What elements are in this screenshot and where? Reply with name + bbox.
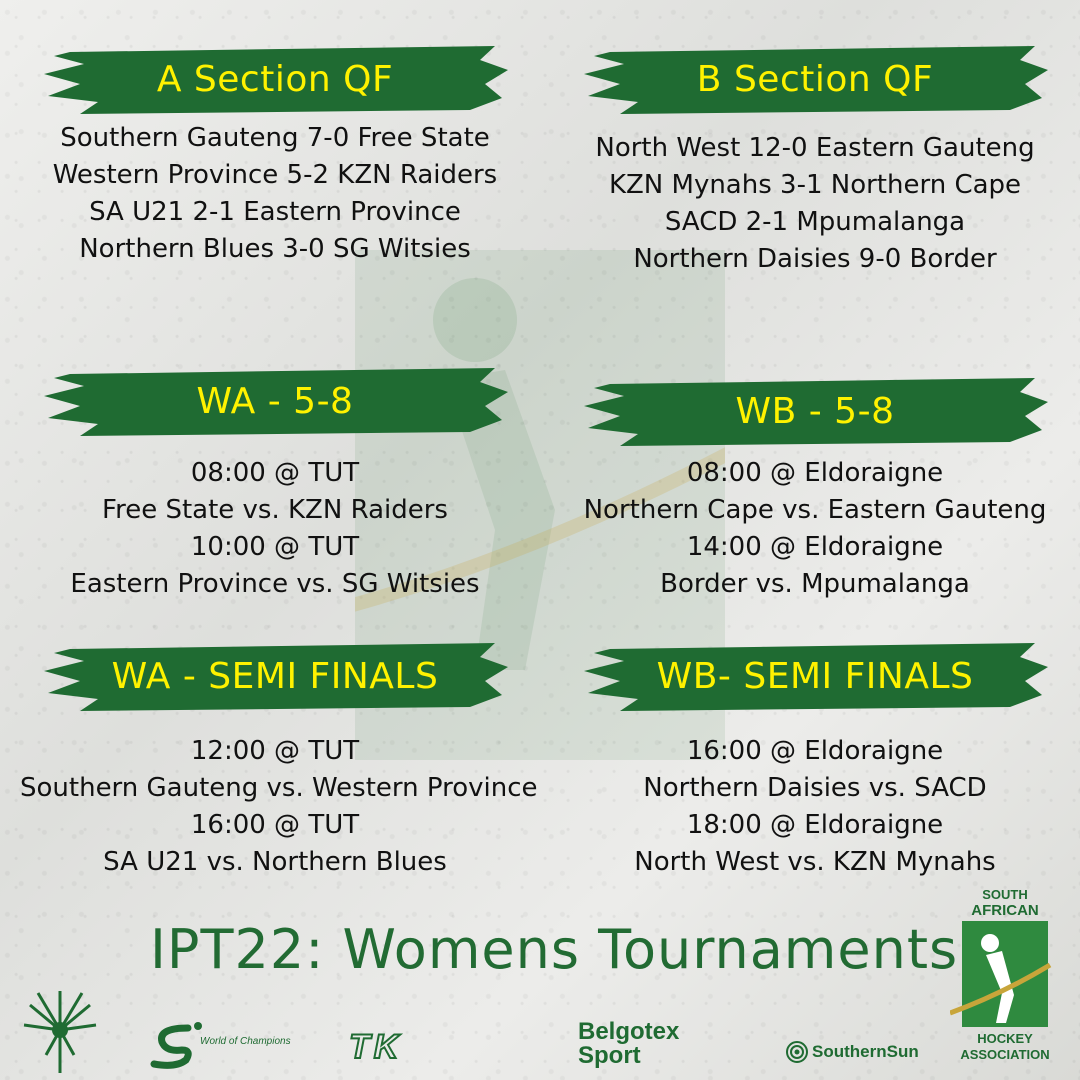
southernsun-logo <box>785 1040 919 1064</box>
result-line: Western Province 5-2 KZN Raiders <box>52 160 498 190</box>
fixture-match: Northern Daisies vs. SACD <box>643 773 987 803</box>
fixture-time: 18:00 @ Eldoraigne <box>686 810 944 840</box>
fixtures-wb-semi-finals <box>570 733 1060 881</box>
logo-text-bottom: HOCKEY <box>977 1031 1033 1046</box>
header-wa-semi-finals <box>40 637 510 715</box>
section-title: A Section QF <box>156 58 394 100</box>
results-a-section <box>30 120 520 268</box>
page-title: IPT22: Womens Tournaments <box>150 918 959 981</box>
result-line: Southern Gauteng 7-0 Free State <box>60 123 490 153</box>
results-b-section <box>570 130 1060 278</box>
belgotex-text: Belgotex <box>578 1018 680 1045</box>
supersport-icon <box>148 1020 208 1070</box>
tk-text: TK <box>349 1030 403 1064</box>
fixture-match: Eastern Province vs. SG Witsies <box>70 569 480 599</box>
sa-hockey-association-logo <box>950 885 1060 1065</box>
section-title: WA - 5-8 <box>196 380 354 422</box>
header-wb-semi-finals <box>580 637 1050 715</box>
section-title: WB - 5-8 <box>735 390 895 432</box>
tk-logo <box>345 1030 470 1064</box>
belgotex-sport-logo <box>578 1020 679 1068</box>
logo-text-top2: AFRICAN <box>971 902 1039 919</box>
result-line: Northern Daisies 9-0 Border <box>633 244 997 274</box>
result-line: SACD 2-1 Mpumalanga <box>664 207 966 237</box>
fixtures-wb-5-8 <box>570 455 1060 603</box>
result-line: North West 12-0 Eastern Gauteng <box>595 133 1035 163</box>
fixture-time: 16:00 @ TUT <box>190 810 360 840</box>
header-b-section-qf <box>580 40 1050 118</box>
logo-text-top: SOUTH <box>982 887 1028 902</box>
sun-icon <box>785 1040 809 1064</box>
southernsun-text: SouthernSun <box>812 1042 919 1061</box>
fixtures-wa-5-8 <box>30 455 520 603</box>
supersport-logo <box>148 1020 298 1070</box>
header-wa-5-8 <box>40 362 510 440</box>
sport-text: Sport <box>578 1042 641 1069</box>
section-title: WA - SEMI FINALS <box>111 655 439 697</box>
fixture-time: 16:00 @ Eldoraigne <box>686 736 944 766</box>
section-title: B Section QF <box>696 58 934 100</box>
fixture-match: SA U21 vs. Northern Blues <box>103 847 447 877</box>
fixture-match: Free State vs. KZN Raiders <box>102 495 448 525</box>
supersport-tagline: World of Champions <box>200 1036 291 1047</box>
fixture-time: 12:00 @ TUT <box>190 736 360 766</box>
fixture-match: Northern Cape vs. Eastern Gauteng <box>583 495 1047 525</box>
fixture-match: Southern Gauteng vs. Western Province <box>20 773 538 803</box>
fixtures-wa-semi-finals <box>20 733 538 881</box>
fixture-time: 14:00 @ Eldoraigne <box>686 532 944 562</box>
header-wb-5-8 <box>580 372 1050 450</box>
result-line: KZN Mynahs 3-1 Northern Cape <box>608 170 1022 200</box>
fixture-match: North West vs. KZN Mynahs <box>634 847 996 877</box>
fixture-time: 10:00 @ TUT <box>190 532 360 562</box>
fixture-match: Border vs. Mpumalanga <box>660 569 970 599</box>
result-line: Northern Blues 3-0 SG Witsies <box>79 234 471 264</box>
header-a-section-qf <box>40 40 510 118</box>
section-title: WB- SEMI FINALS <box>656 655 974 697</box>
protea-logo <box>20 985 100 1075</box>
fixture-time: 08:00 @ TUT <box>190 458 360 488</box>
logo-text-bottom2: ASSOCIATION <box>960 1047 1050 1062</box>
result-line: SA U21 2-1 Eastern Province <box>89 197 461 227</box>
fixture-time: 08:00 @ Eldoraigne <box>686 458 944 488</box>
